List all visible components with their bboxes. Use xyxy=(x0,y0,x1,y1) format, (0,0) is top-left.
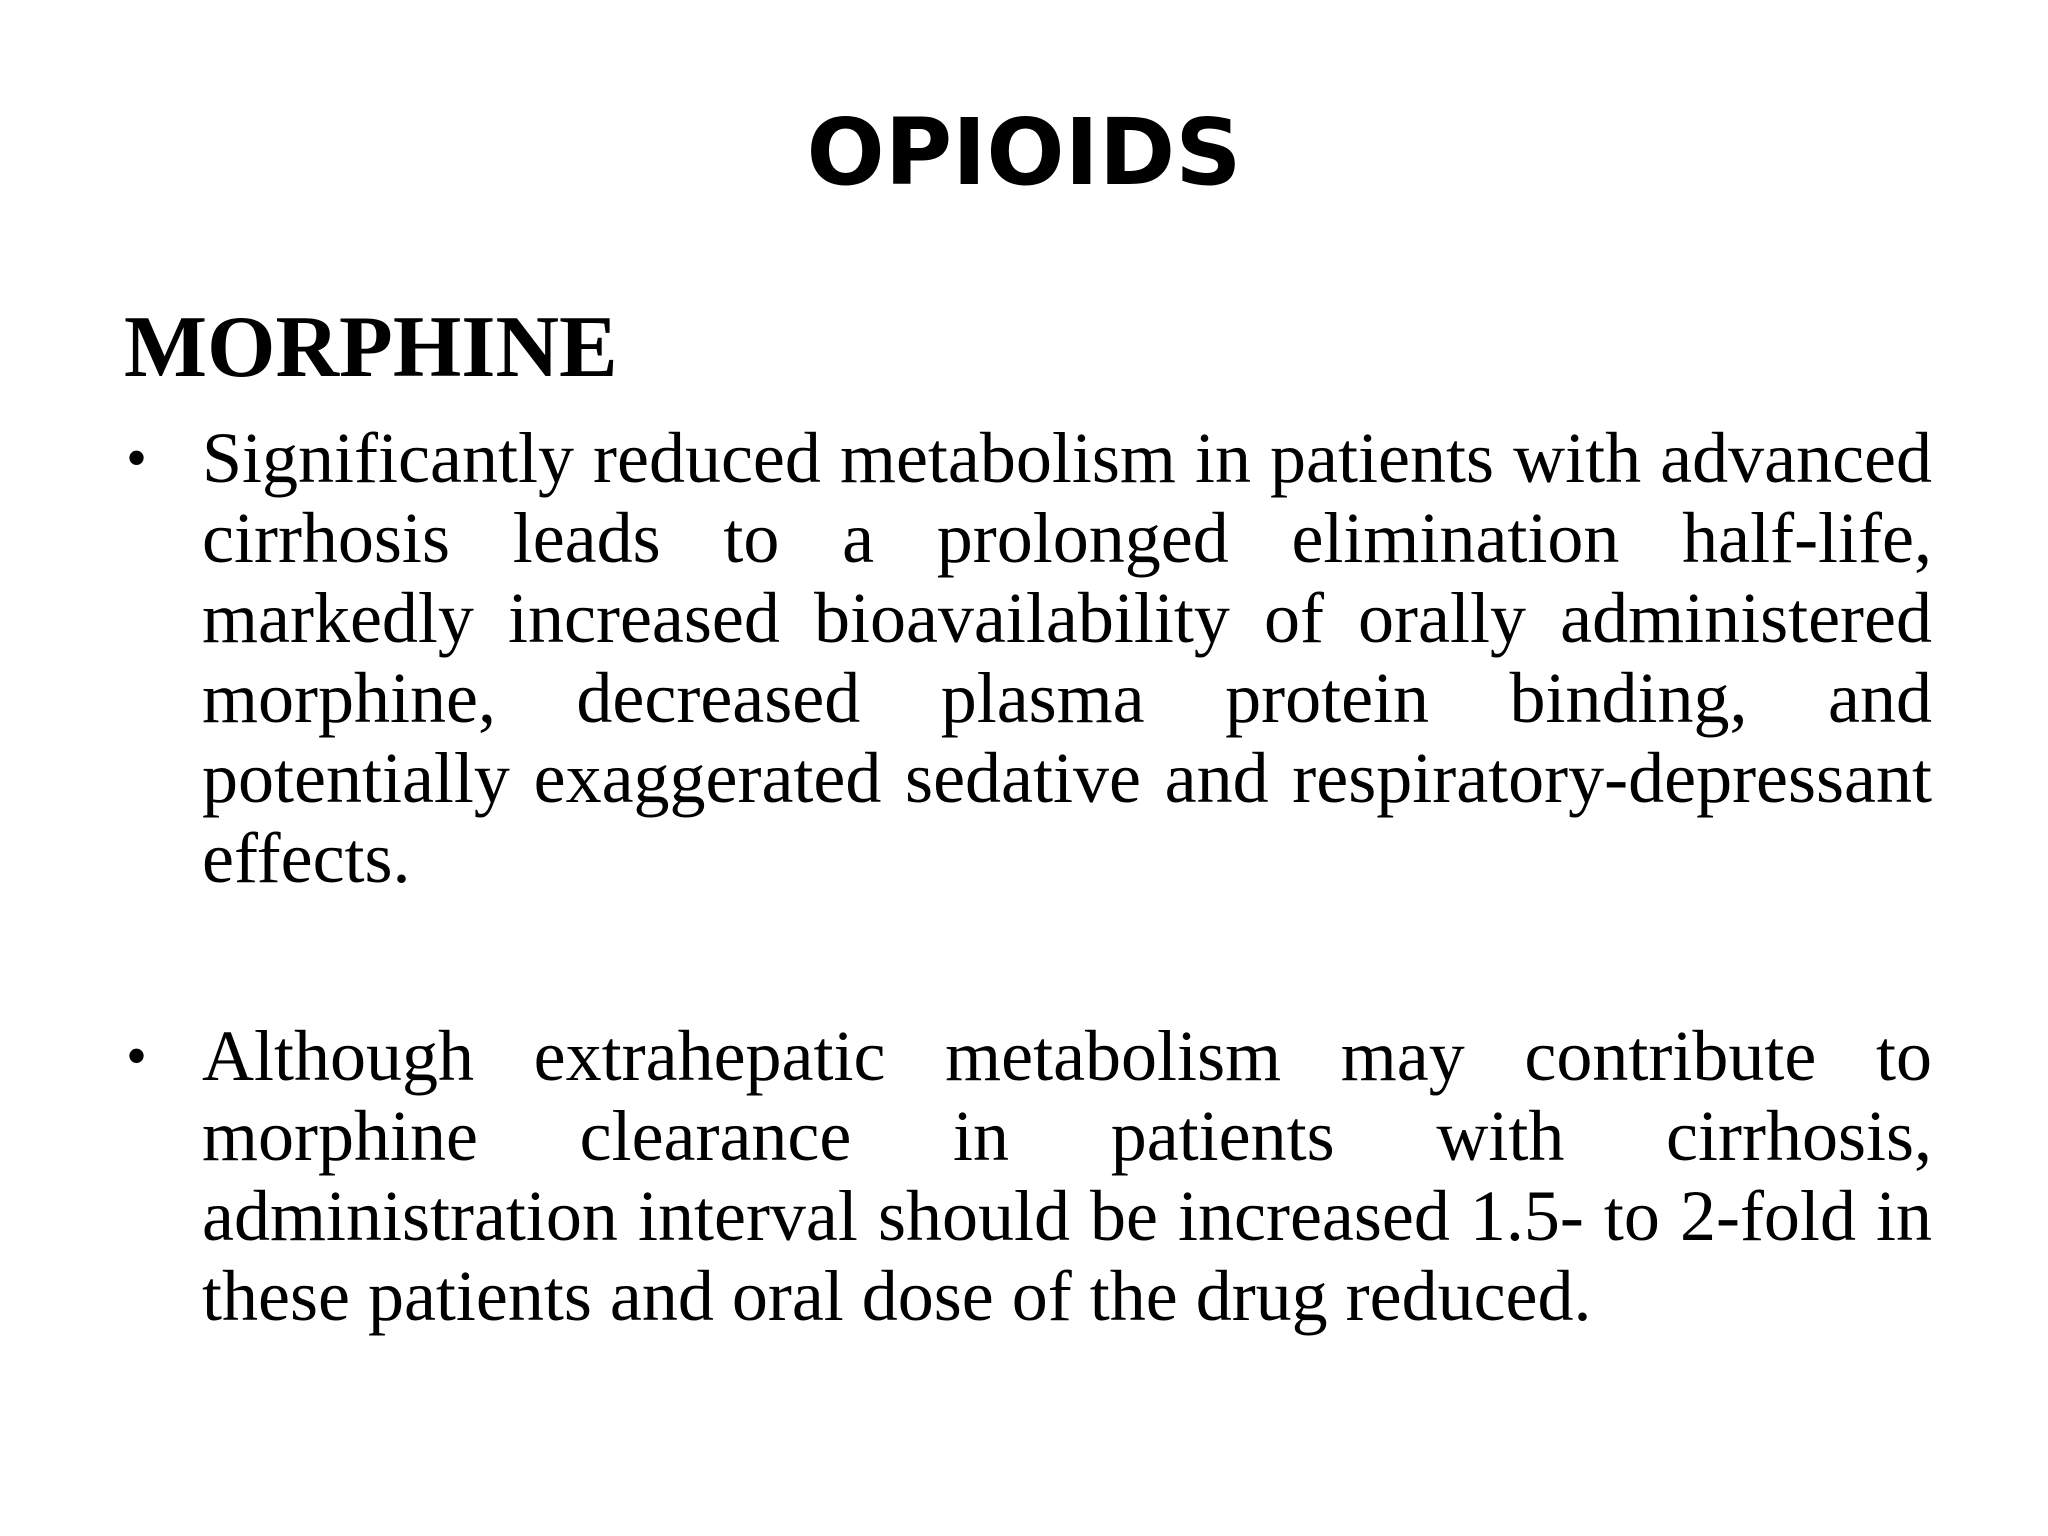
bullet-text: Significantly reduced metabolism in patients with advanced cirrhosis leads to a prolonged elimination half-life, markedly increased bioavailability of orally administered morphine, decreased plasma protein binding, and potentially exaggerated sedative and respiratory-depressant effects. xyxy=(202,418,1932,898)
slide-title: OPIOIDS xyxy=(806,99,1242,206)
section-heading: MORPHINE xyxy=(124,299,618,396)
bullet-icon: • xyxy=(126,425,148,491)
bullet-text: Although extrahepatic metabolism may contribute to morphine clearance in patients with cirrhosis, administration interval should be increased 1.5- to 2-fold in these patients and oral dose of the drug reduced. xyxy=(202,1016,1932,1336)
bullet-item xyxy=(124,1016,1932,1336)
bullet-icon: • xyxy=(126,1023,148,1089)
bullet-item xyxy=(124,418,1932,898)
bullet-list xyxy=(124,418,1932,1336)
